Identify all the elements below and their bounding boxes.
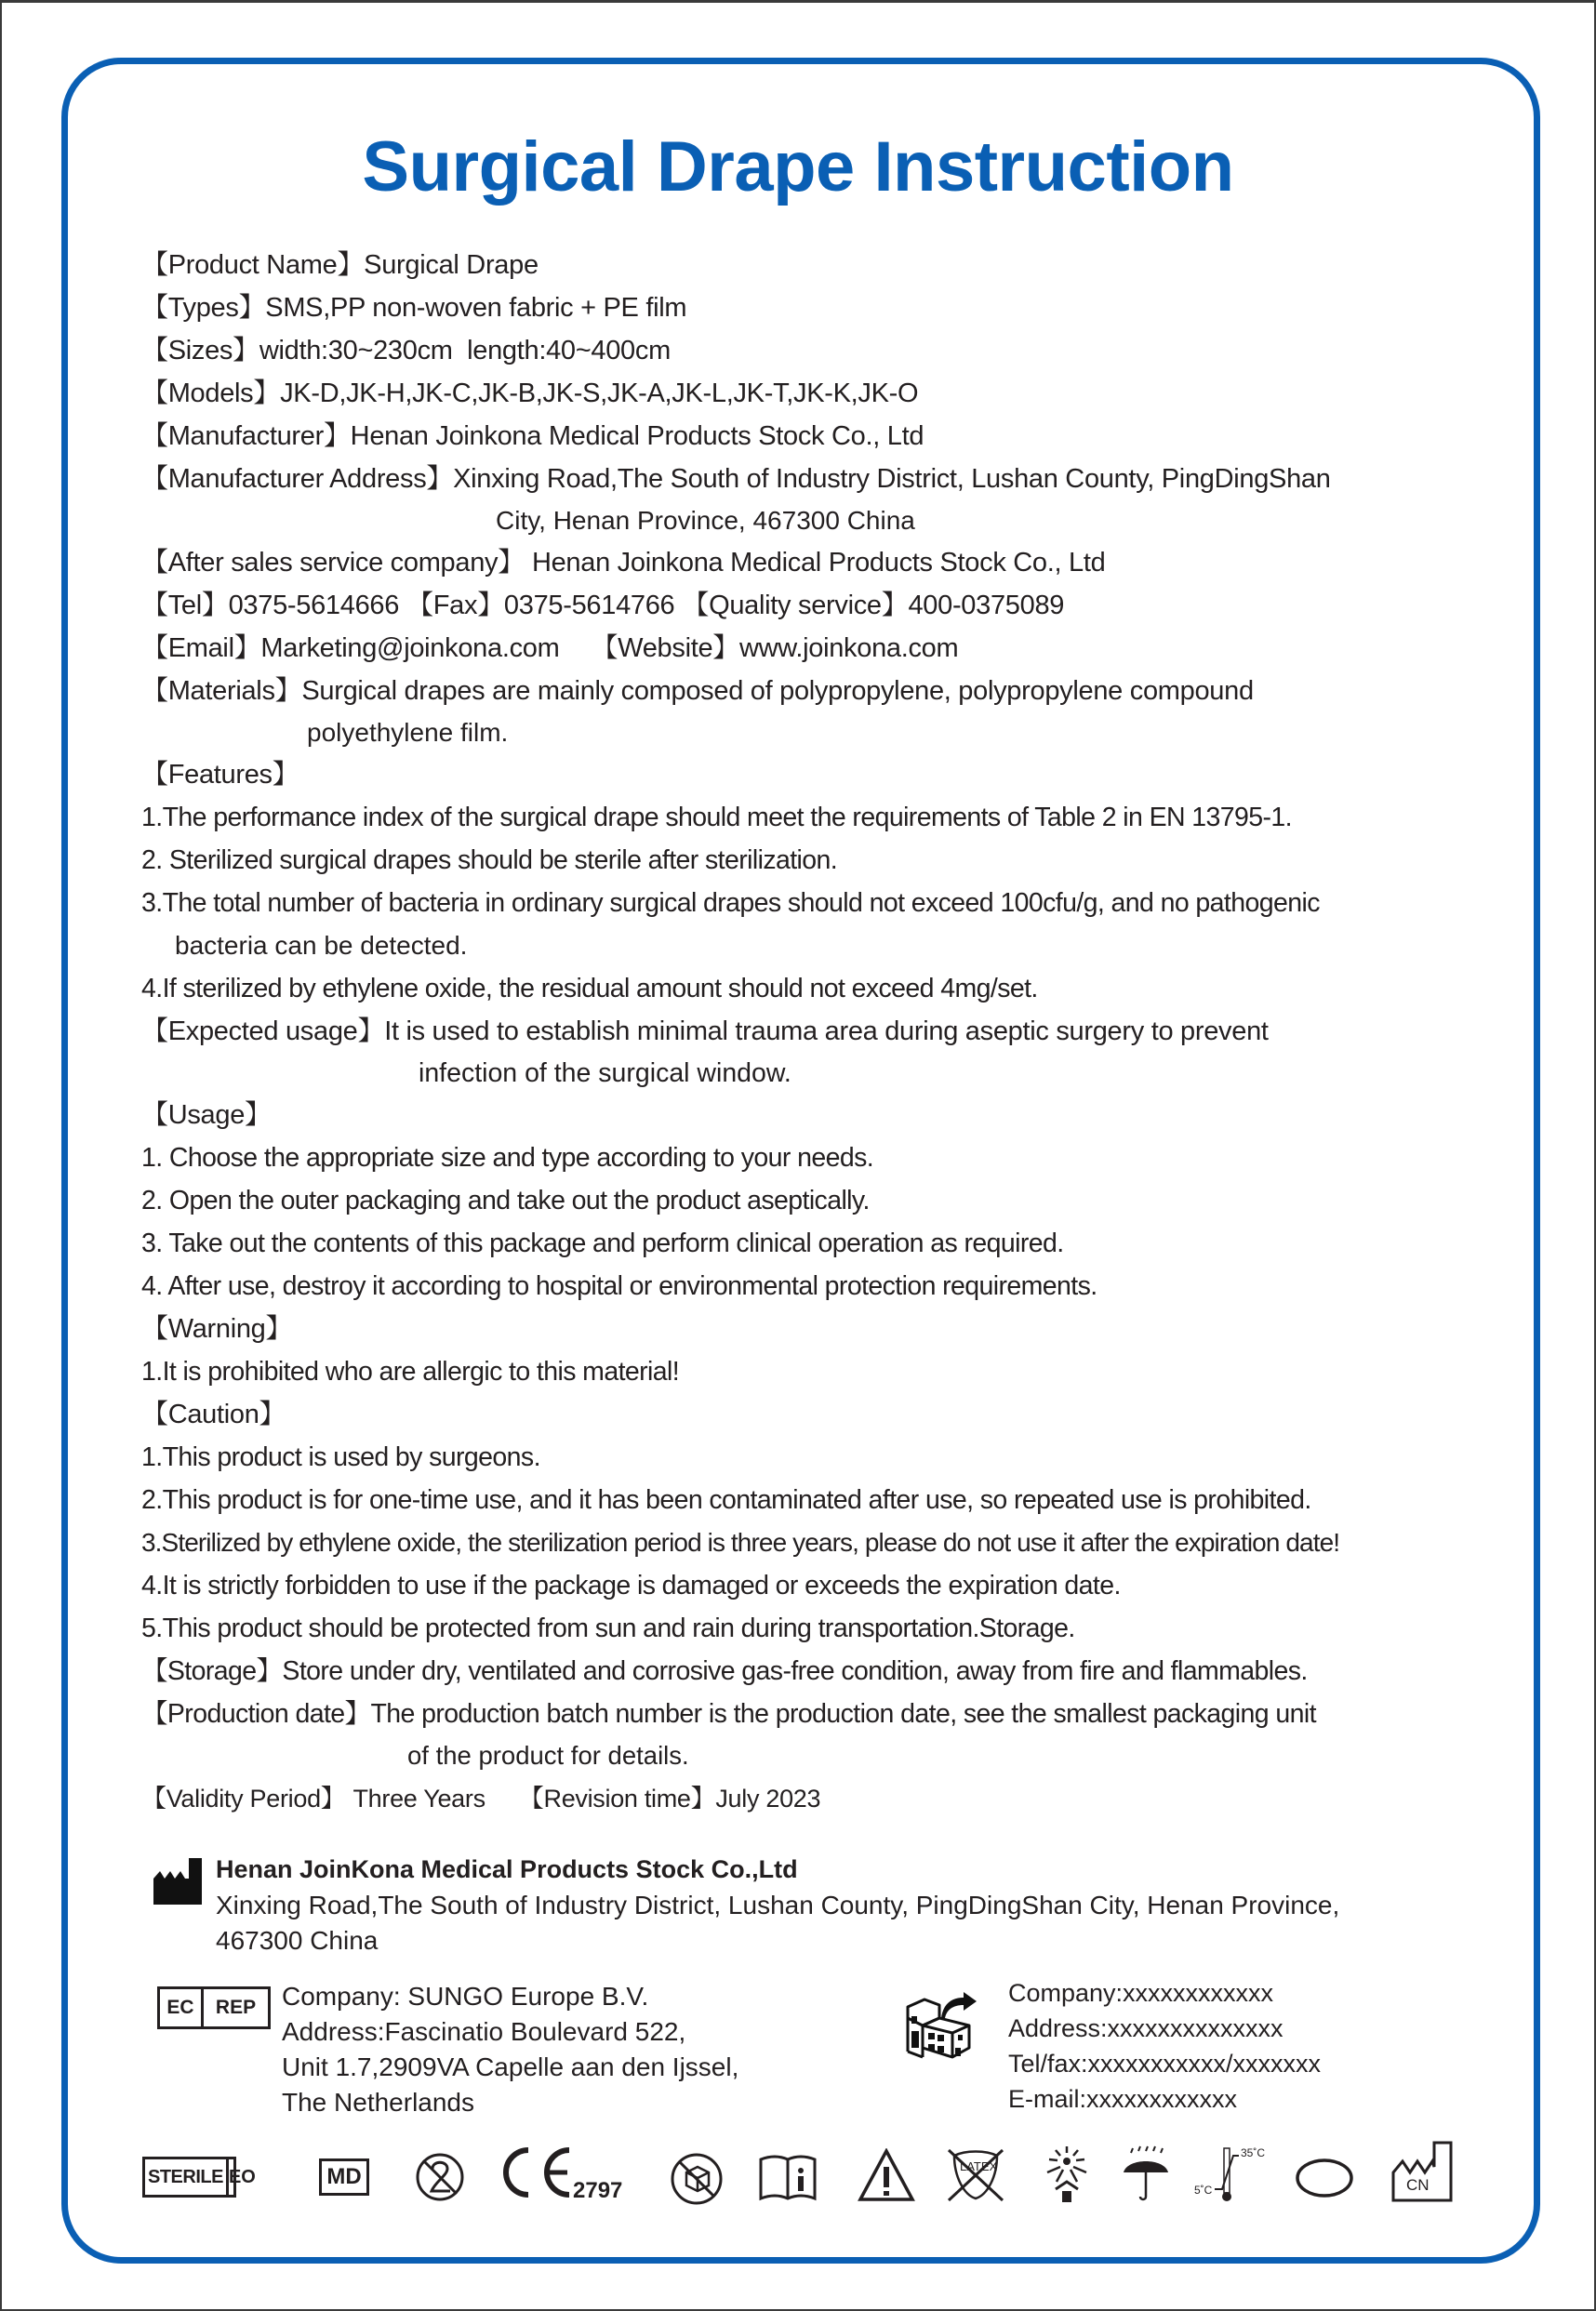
latex-free-glyph (947, 2148, 1004, 2202)
field-contact-numbers (141, 584, 1481, 627)
sterile-label: STERILE (145, 2159, 229, 2195)
field-label: 【Manufacturer】 (141, 421, 351, 451)
keep-away-from-sunlight-icon (1038, 2145, 1096, 2204)
ec-rep-address: The Netherlands (282, 2088, 475, 2117)
feature-item: 3.The total number of bacteria in ordinary surgical drapes should not exceed 100cfu/g, and no pathogenic (141, 888, 1320, 918)
field-value: Henan Joinkona Medical Products Stock Co., Ltd (350, 421, 924, 451)
tel-value: 0375-5614666 (228, 591, 400, 620)
md-label: MD (326, 2164, 362, 2189)
field-manufacturer (141, 415, 1481, 458)
do-not-use-if-damaged-icon (670, 2152, 724, 2206)
field-storage (141, 1650, 1481, 1693)
ec-rep-details (282, 1979, 738, 2120)
importer-company: Company:xxxxxxxxxxxx (1008, 1979, 1274, 2007)
temperature-limit-icon (1194, 2143, 1272, 2204)
importer-address: Address:xxxxxxxxxxxxxx (1008, 2014, 1283, 2042)
field-value: Surgical drapes are mainly composed of polypropylene, polypropylene compound (301, 676, 1254, 706)
importer-details (1008, 1975, 1321, 2117)
field-value: SMS,PP non-woven fabric + PE film (265, 293, 687, 323)
field-manufacturer-address-cont: City, Henan Province, 467300 China (496, 506, 915, 535)
warning-heading: 【Warning】 (141, 1314, 293, 1344)
ce-mark-icon (499, 2143, 629, 2202)
field-models (141, 372, 1481, 415)
ec-rep-address: Address:Fascinatio Boulevard 522, (282, 2017, 686, 2046)
oval-icon (1295, 2158, 1354, 2198)
feature-item: 2. Sterilized surgical drapes should be sterile after sterilization. (141, 845, 838, 875)
caution-item: 1.This product is used by surgeons. (141, 1442, 540, 1472)
usage-heading: 【Usage】 (141, 1100, 272, 1130)
rep-label: REP (215, 1997, 257, 2018)
field-value: Henan Joinkona Medical Products Stock Co., Ltd (531, 548, 1106, 578)
field-label: 【Storage】 (141, 1656, 283, 1686)
field-label: 【Revision time】 (518, 1785, 716, 1813)
field-value: Surgical Drape (364, 250, 539, 280)
usage-item: 3. Take out the contents of this package and perform clinical operation as required. (141, 1229, 1064, 1258)
field-value: Store under dry, ventilated and corrosive gas-free condition, away from fire and flammables. (282, 1656, 1308, 1686)
caution-item: 3.Sterilized by ethylene oxide, the sterilization period is three years, please do not use it after the expiration date! (141, 1528, 1340, 1557)
field-label: 【Tel】 (141, 591, 229, 620)
ec-rep-company: Company: SUNGO Europe B.V. (282, 1982, 649, 2011)
validity-value: Three Years (352, 1785, 485, 1813)
importer-email: E-mail:xxxxxxxxxxxx (1008, 2085, 1238, 2113)
caution-heading: 【Caution】 (141, 1400, 286, 1429)
field-label: 【Expected usage】 (141, 1016, 385, 1046)
field-manufacturer-address (141, 458, 1481, 500)
keep-dry-icon (1120, 2145, 1172, 2204)
regulatory-symbols (140, 2139, 1460, 2213)
field-label: 【Website】 (591, 633, 740, 663)
usage-item: 1. Choose the appropriate size and type according to your needs. (141, 1143, 874, 1173)
ce-mark-glyph (499, 2143, 582, 2202)
field-production-date-cont: of the product for details. (407, 1741, 689, 1770)
country-label: CN (1406, 2176, 1430, 2194)
field-label: 【After sales service company】 (141, 548, 525, 578)
field-label: 【Manufacturer Address】 (141, 464, 454, 494)
field-materials (141, 670, 1481, 712)
usage-item: 2. Open the outer packaging and take out the product aseptically. (141, 1186, 870, 1215)
field-label: 【Sizes】 (141, 336, 259, 365)
fax-value: 0375-5614766 (503, 591, 675, 620)
field-value: The production batch number is the production date, see the smallest packaging unit (370, 1699, 1316, 1729)
field-label: 【Materials】 (141, 676, 302, 706)
manufacturer-address-line: Xinxing Road,The South of Industry District, Lushan County, PingDingShan City, Henan Province, (216, 1891, 1340, 1919)
usage-item: 4. After use, destroy it according to hospital or environmental protection requirements. (141, 1271, 1097, 1301)
field-label: 【Types】 (141, 293, 266, 323)
caution-icon (858, 2148, 915, 2202)
feature-item: 1.The performance index of the surgical drape should meet the requirements of Table 2 in EN 13795-1. (141, 803, 1292, 832)
field-label: 【Email】 (141, 633, 261, 663)
ce-notified-body-number: 2797 (573, 2178, 623, 2203)
temperature-high: 35˚C (1241, 2146, 1266, 2159)
manufacturer-icon (153, 1858, 202, 1905)
field-after-sales (141, 541, 1481, 584)
features-heading: 【Features】 (141, 760, 299, 790)
feature-item-cont: bacteria can be detected. (175, 931, 468, 960)
temperature-low: 5˚C (1194, 2184, 1213, 2197)
field-value: JK-D,JK-H,JK-C,JK-B,JK-S,JK-A,JK-L,JK-T,JK-K,JK-O (280, 379, 919, 408)
quality-service-value: 400-0375089 (908, 591, 1065, 620)
latex-free-icon (947, 2148, 1004, 2202)
sterile-eo-icon (142, 2157, 256, 2198)
field-label: 【Models】 (141, 379, 281, 408)
do-not-reuse-icon (415, 2152, 465, 2202)
revision-value: July 2023 (715, 1785, 821, 1813)
caution-item: 4.It is strictly forbidden to use if the package is damaged or exceeds the expiration date. (141, 1571, 1121, 1600)
importer-icon (904, 1990, 984, 2065)
manufacturer-address-line: 467300 China (216, 1926, 379, 1955)
country-of-manufacture-icon (1391, 2141, 1453, 2202)
instruction-content (141, 244, 1481, 1821)
caution-item: 2.This product is for one-time use, and it has been contaminated after use, so repeated use is prohibited. (141, 1485, 1311, 1515)
medical-device-icon (319, 2158, 369, 2196)
field-validity-revision (141, 1776, 1481, 1821)
field-label: 【Production date】 (141, 1699, 371, 1729)
ec-label: EC (160, 1989, 204, 2026)
website-link[interactable]: www.joinkona.com (739, 633, 959, 663)
field-expected-usage (141, 1010, 1481, 1053)
sterile-method-label: EO (228, 2166, 256, 2187)
field-types (141, 286, 1481, 329)
field-value: It is used to establish minimal trauma area during aseptic surgery to prevent (384, 1016, 1269, 1046)
field-email-website (141, 627, 1481, 670)
field-value: width:30~230cm length:40~400cm (259, 336, 671, 365)
ec-rep-badge (157, 1986, 271, 2029)
email-link[interactable]: Marketing@joinkona.com (260, 633, 560, 663)
latex-label: LATEX (960, 2159, 998, 2173)
manufacturer-name: Henan JoinKona Medical Products Stock Co.,Ltd (216, 1855, 798, 1883)
field-value: Xinxing Road,The South of Industry District, Lushan County, PingDingShan (453, 464, 1331, 494)
field-production-date (141, 1693, 1481, 1735)
warning-item: 1.It is prohibited who are allergic to this material! (141, 1357, 680, 1387)
caution-item: 5.This product should be protected from sun and rain during transportation.Storage. (141, 1614, 1075, 1643)
importer-telfax: Tel/fax:xxxxxxxxxxx/xxxxxxx (1008, 2050, 1322, 2078)
field-label: 【Quality service】 (682, 591, 909, 620)
field-expected-usage-cont: infection of the surgical window. (419, 1058, 791, 1088)
field-materials-cont: polyethylene film. (307, 718, 509, 747)
page-title: Surgical Drape Instruction (362, 127, 1234, 206)
field-label: 【Product Name】 (141, 250, 365, 280)
feature-item: 4.If sterilized by ethylene oxide, the residual amount should not exceed 4mg/set. (141, 974, 1038, 1003)
field-label: 【Validity Period】 (141, 1785, 346, 1813)
field-sizes (141, 329, 1481, 372)
field-product-name (141, 244, 1481, 286)
field-label: 【Fax】 (406, 591, 504, 620)
consult-instructions-icon (759, 2154, 817, 2202)
ec-rep-address: Unit 1.7,2909VA Capelle aan den Ijssel, (282, 2052, 739, 2081)
